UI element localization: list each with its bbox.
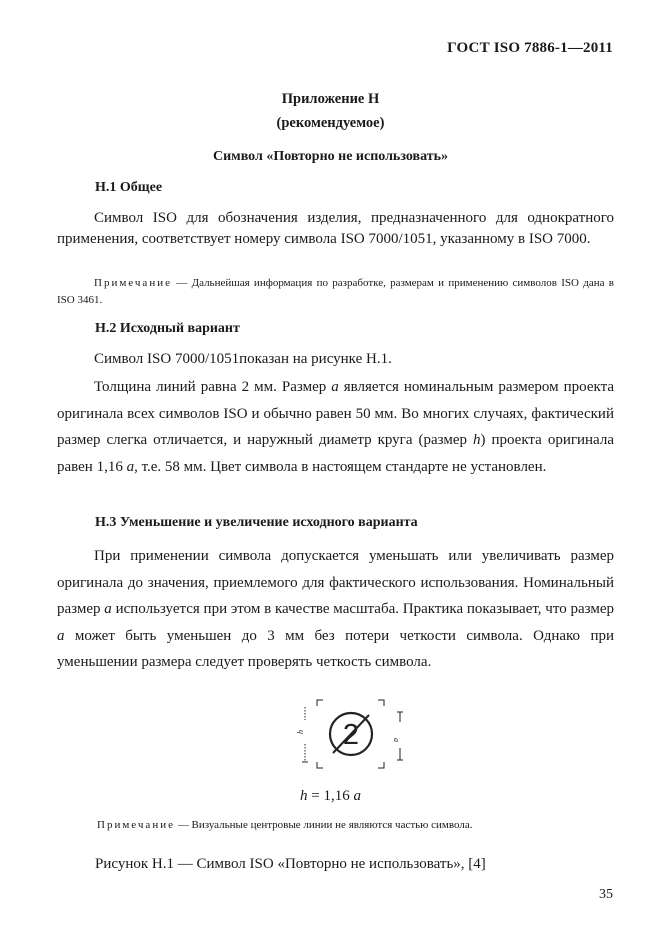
page-number: 35 (599, 887, 613, 902)
paragraph-h1-general: Символ ISO для обозначения изделия, предназначенного для однократного применения, соответствует номеру символа ISO 7000/1051, указанному в ISO 7000. (57, 210, 614, 247)
annex-title: Приложение Н (281, 91, 380, 107)
document-header: ГОСТ ISO 7886-1—2011 (447, 40, 613, 56)
section-title-h2: Н.2 Исходный вариант (95, 321, 240, 336)
dimension-a-label: a (392, 738, 401, 742)
paragraph-h2-details: Толщина линий равна 2 мм. Размер a является номинальным размером проекта оригинала всех символов ISO и обычно равен 50 мм. Во многих случаях, фактический размер слегка отличается, и наружный диаметр круга (размер h) проекта оригинала равен 1,16 a, т.е. 58 мм. Цвет символа в настоящем стандарте не установлен. (57, 379, 614, 475)
paragraph-h2-shown: Символ ISO 7000/1051показан на рисунке Н.1. (94, 351, 392, 367)
note-text: — Дальнейшая информация по разработке, размерам и применению символов ISO дана в ISO 3461. (57, 277, 614, 306)
do-not-reuse-symbol-icon (296, 696, 406, 772)
figure-note (97, 819, 472, 831)
symbol-digit: 2 (342, 719, 360, 751)
figure-caption: Рисунок Н.1 — Символ ISO «Повторно не использовать», [4] (95, 856, 486, 872)
figure-note-text: — Визуальные центровые линии не являются частью символа. (174, 819, 473, 831)
section-title-h3: Н.3 Уменьшение и увеличение исходного варианта (95, 515, 418, 530)
annex-status: (рекомендуемое) (276, 115, 385, 131)
dimension-h-label: h (296, 730, 305, 734)
annex-heading: Символ «Повторно не использовать» (212, 149, 449, 164)
section-title-h1: Н.1 Общее (95, 180, 163, 195)
do-not-reuse-symbol-figure (296, 696, 406, 777)
note-label: Примечание (94, 277, 172, 289)
paragraph-h3-scaling: При применении символа допускается уменьшать или увеличивать размер оригинала до значения, приемлемого для фактического использования. Номинальный размер a используется при этом в качестве масштаба. Практика показывает, что размер a может быть уменьшен до 3 мм без потери четкости символа. Однако при уменьшении размера следует проверять четкость символа. (57, 548, 614, 670)
figure-note-label: Примечание (97, 819, 175, 831)
note-h1 (57, 275, 614, 309)
figure-formula: h = 1,16 a (300, 788, 361, 804)
